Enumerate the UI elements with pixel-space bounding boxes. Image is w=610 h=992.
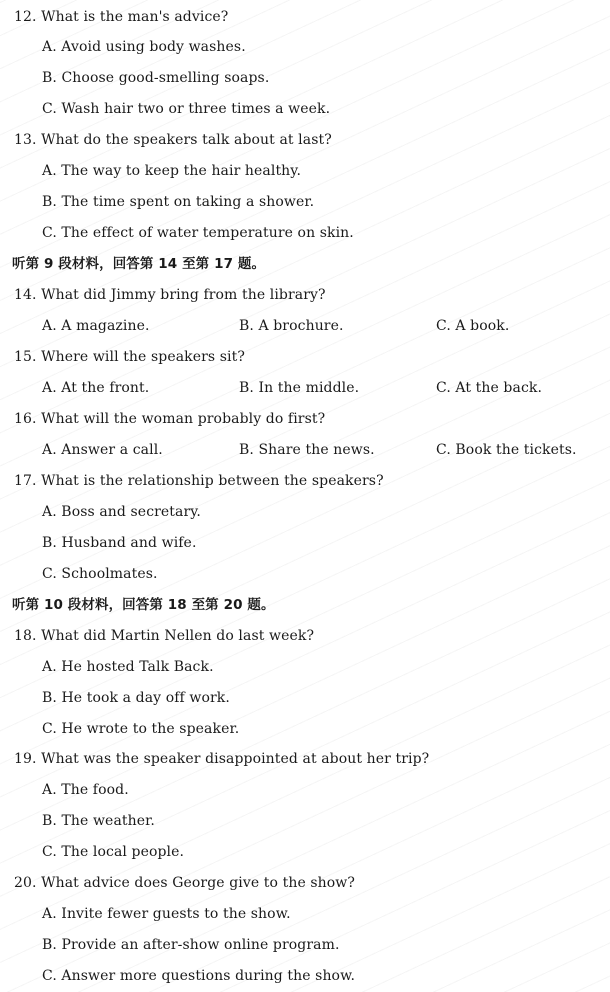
question-20-option-a: A. Invite fewer guests to the show. [42, 906, 291, 922]
question-15-option-b: B. In the middle. [239, 380, 360, 396]
question-17: 17. What is the relationship between the speakers? [14, 473, 384, 489]
question-16-option-b: B. Share the news. [239, 442, 375, 458]
question-16-options [42, 441, 602, 459]
question-15-option-a: A. At the front. [42, 380, 150, 396]
question-14-option-b: B. A brochure. [239, 318, 344, 334]
question-13: 13. What do the speakers talk about at last? [14, 132, 332, 148]
question-14-option-c: C. A book. [436, 318, 510, 334]
question-12-option-a: A. Avoid using body washes. [42, 39, 246, 55]
question-17-option-b: B. Husband and wife. [42, 535, 197, 551]
question-12: 12. What is the man's advice? [14, 9, 229, 25]
question-19-option-b: B. The weather. [42, 813, 155, 829]
question-13-option-a: A. The way to keep the hair healthy. [42, 163, 301, 179]
question-14: 14. What did Jimmy bring from the library? [14, 287, 326, 303]
question-19-option-c: C. The local people. [42, 844, 185, 860]
section-10-instruction: 听第 10 段材料，回答第 18 至第 20 题。 [12, 597, 275, 613]
question-16: 16. What will the woman probably do first? [14, 411, 326, 427]
question-19-option-a: A. The food. [42, 782, 129, 798]
question-17-option-a: A. Boss and secretary. [42, 504, 201, 520]
question-16-option-c: C. Book the tickets. [436, 442, 577, 458]
question-12-option-c: C. Wash hair two or three times a week. [42, 101, 331, 117]
question-17-option-c: C. Schoolmates. [42, 566, 158, 582]
question-16-option-a: A. Answer a call. [42, 442, 163, 458]
question-15-options [42, 379, 602, 397]
question-15: 15. Where will the speakers sit? [14, 349, 245, 365]
question-18: 18. What did Martin Nellen do last week? [14, 628, 315, 644]
question-14-option-a: A. A magazine. [42, 318, 150, 334]
question-20: 20. What advice does George give to the show? [14, 875, 355, 891]
question-14-options [42, 317, 602, 335]
question-18-option-a: A. He hosted Talk Back. [42, 659, 214, 675]
question-20-option-c: C. Answer more questions during the show. [42, 968, 356, 984]
question-18-option-b: B. He took a day off work. [42, 690, 230, 706]
question-18-option-c: C. He wrote to the speaker. [42, 721, 240, 737]
question-20-option-b: B. Provide an after-show online program. [42, 937, 340, 953]
question-13-option-b: B. The time spent on taking a shower. [42, 194, 315, 210]
question-15-option-c: C. At the back. [436, 380, 543, 396]
question-13-option-c: C. The effect of water temperature on skin. [42, 225, 354, 241]
question-19: 19. What was the speaker disappointed at about her trip? [14, 751, 430, 767]
question-12-option-b: B. Choose good-smelling soaps. [42, 70, 270, 86]
section-9-instruction: 听第 9 段材料，回答第 14 至第 17 题。 [12, 256, 266, 272]
